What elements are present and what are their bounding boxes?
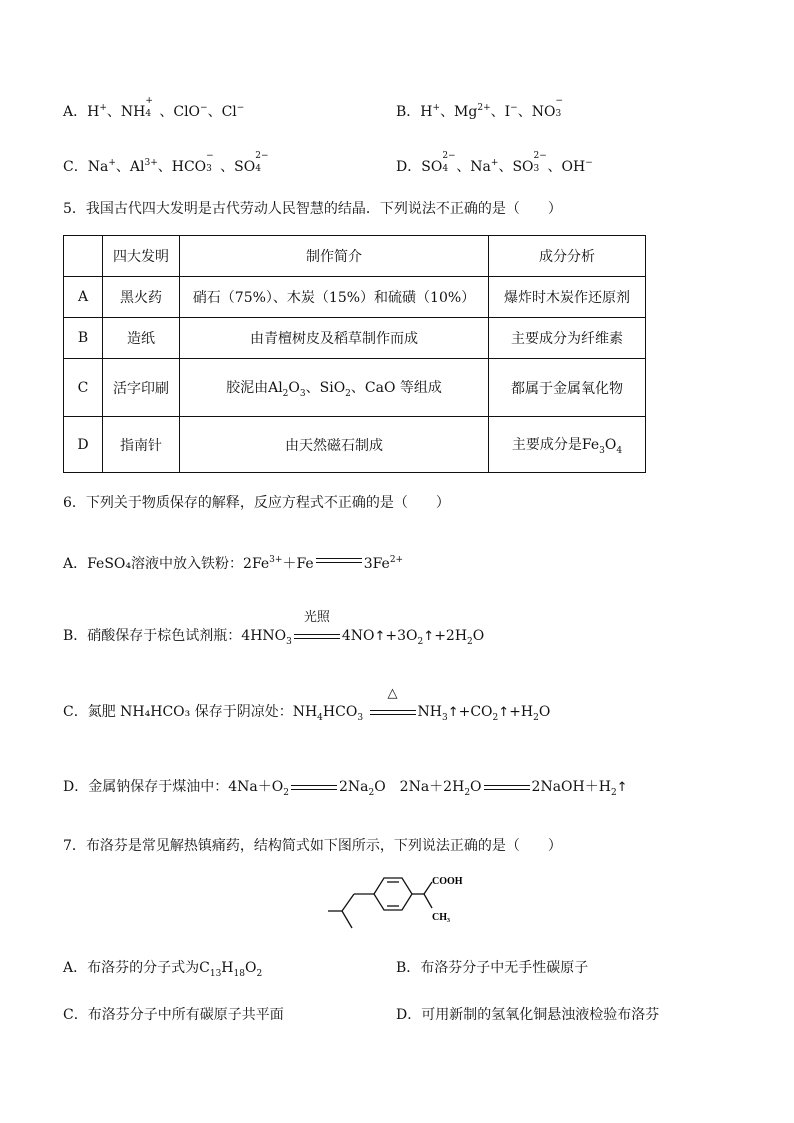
q7-option-a: A．布洛芬的分子式为$C_{13}H_{18}O_2$ <box>63 960 263 979</box>
table-header-row <box>64 236 646 277</box>
row-invention: 黑火药 <box>103 277 180 318</box>
q6-option-d: D．金属钠保存于煤油中：$4Na+O_2$ $2Na_2O$ $2Na+2H_2O$ $2NaOH+H_2↑$ <box>63 779 628 798</box>
cooh-label: COOH <box>432 876 463 887</box>
q7-option-c: C．布洛芬分子中所有碳原子共平面 <box>63 1007 284 1023</box>
row-invention: 指南针 <box>103 417 180 473</box>
q7-option-d: D．可用新制的氢氧化铜悬浊液检验布洛芬 <box>396 1007 660 1023</box>
header-cell: 成分分析 <box>489 236 646 277</box>
table-row <box>64 359 646 417</box>
table-row <box>64 318 646 359</box>
table-row <box>64 417 646 473</box>
row-intro: 由青檀树皮及稻草制作而成 <box>180 318 489 359</box>
row-intro: 由天然磁石制成 <box>180 417 489 473</box>
equals-sign <box>294 610 340 645</box>
q5-table <box>63 235 646 473</box>
row-intro: 硝石（75%）、木炭（15%）和硫磺（10%） <box>180 277 489 318</box>
header-cell: 制作简介 <box>180 236 489 277</box>
header-cell <box>64 236 103 277</box>
row-analysis: 都属于金属氧化物 <box>489 359 646 417</box>
row-invention: 活字印刷 <box>103 359 180 417</box>
row-key: C <box>64 359 103 417</box>
row-analysis: 主要成分是$Fe_3O_4$ <box>489 417 646 473</box>
q7-stem: 7．布洛芬是常见解热镇痛药，结构简式如下图所示，下列说法正确的是（ ） <box>63 838 562 854</box>
ibuprofen-structure <box>320 868 480 938</box>
q5-stem: 5．我国古代四大发明是古代劳动人民智慧的结晶．下列说法不正确的是（ ） <box>63 201 562 217</box>
q4-option-c: C．Na+、$Al^{3+}$、HCO − 3 、SO 2− 4 <box>63 151 269 175</box>
equals-sign <box>370 686 416 721</box>
row-invention: 造纸 <box>103 318 180 359</box>
q4-option-b: B．H+、$Mg^{2+}$、I−、NO − 3 <box>396 96 563 120</box>
q6-stem: 6．下列关于物质保存的解释，反应方程式不正确的是（ ） <box>63 495 450 511</box>
equals-sign <box>484 778 530 796</box>
header-cell: 四大发明 <box>103 236 180 277</box>
q6-option-a: A．FeSO₄溶液中放入铁粉：$2Fe^{3+}+Fe$ $3Fe^{2+}$ <box>63 551 403 573</box>
q6-option-b: B．硝酸保存于棕色试剂瓶：$4HNO_3$ 光照 $4NO↑+3O_2↑+2H_2O$ <box>63 610 485 647</box>
row-key: B <box>64 318 103 359</box>
equals-sign <box>316 551 362 569</box>
reaction-condition: △ <box>387 686 398 701</box>
equals-sign <box>291 778 337 796</box>
row-key: A <box>64 277 103 318</box>
q4-option-d: D．SO 2− 4 、Na+、SO 2− 3 、OH− <box>396 151 593 175</box>
row-analysis: 爆炸时木炭作还原剂 <box>489 277 646 318</box>
q6-option-c: C．氮肥 NH₄HCO₃ 保存于阴凉处：$NH_4HCO_3$ △ $NH_3↑+CO_2↑+H_2O$ <box>63 686 551 723</box>
q7-option-b: B．布洛芬分子中无手性碳原子 <box>396 960 589 976</box>
table-row <box>64 277 646 318</box>
row-intro: 胶泥由$Al_2O_3$、SiO$_2$、CaO 等组成 <box>180 359 489 417</box>
reaction-condition: 光照 <box>303 610 330 625</box>
ch3-label: CH₃ <box>432 912 450 923</box>
row-analysis: 主要成分为纤维素 <box>489 318 646 359</box>
row-key: D <box>64 417 103 473</box>
q4-option-a: A．H+、NH + 4 、ClO−、Cl− <box>63 96 245 120</box>
